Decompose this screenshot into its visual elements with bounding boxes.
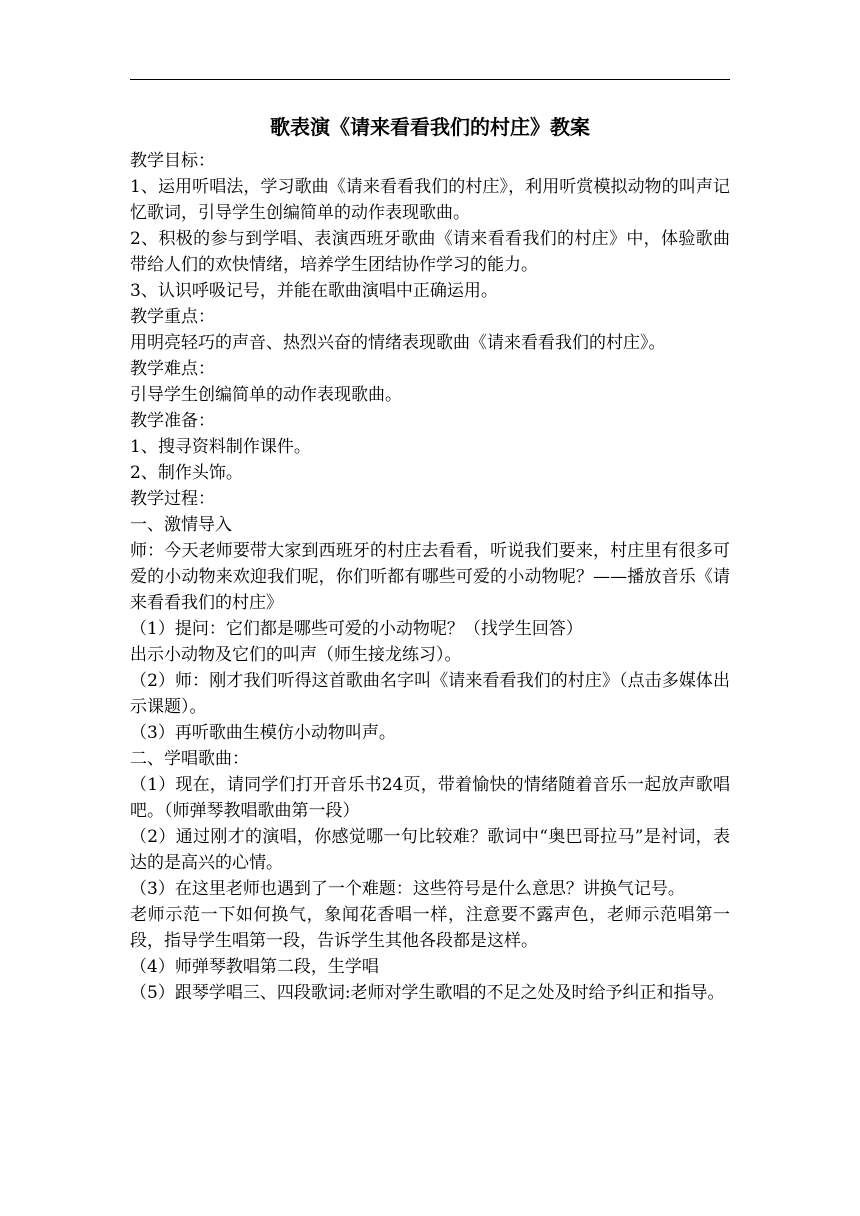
paragraph: 3、认识呼吸记号，并能在歌曲演唱中正确运用。 [130,281,498,301]
document-title: 歌表演《请来看看我们的村庄》教案 [270,115,590,139]
paragraph: （2）通过刚才的演唱，你感觉哪一句比较难？歌词中“奥巴哥拉马”是衬词，表达的是高兴的心情。 [130,827,730,873]
paragraph: 一、激情导入 [130,515,232,535]
paragraph: 教学目标： [130,151,215,171]
paragraph: 教学准备： [130,411,215,431]
paragraph: 2、积极的参与到学唱、表演西班牙歌曲《请来看看我们的村庄》中，体验歌曲带给人们的欢快情绪，培养学生团结协作学习的能力。 [130,229,730,275]
paragraph: （4）师弹琴教唱第二段，生学唱 [130,957,379,977]
paragraph: 出示小动物及它们的叫声（师生接龙练习）。 [130,645,462,665]
paragraph: 老师示范一下如何换气，象闻花香唱一样，注意要不露声色，老师示范唱第一段，指导学生唱第一段，告诉学生其他各段都是这样。 [130,905,730,951]
paragraph: 师：今天老师要带大家到西班牙的村庄去看看，听说我们要来，村庄里有很多可爱的小动物来欢迎我们呢，你们听都有哪些可爱的小动物呢？——播放音乐《请来看看我们的村庄》 [130,541,730,613]
paragraph: （5）跟琴学唱三、四段歌词:老师对学生歌唱的不足之处及时给予纠正和指导。 [130,983,725,1003]
paragraph: （2）师：刚才我们听得这首歌曲名字叫《请来看看我们的村庄》（点击多媒体出示课题）。 [130,671,730,717]
header-rule [130,79,730,80]
paragraph: 2、制作头饰。 [130,463,243,483]
paragraph: 二、学唱歌曲： [130,749,249,769]
paragraph: 1、搜寻资料制作课件。 [130,437,311,457]
paragraph: 教学难点： [130,359,215,379]
paragraph: （1）现在，请同学们打开音乐书24页，带着愉快的情绪随着音乐一起放声歌唱吧。（师弹琴教唱歌曲第一段） [130,775,730,821]
paragraph: 1、运用听唱法，学习歌曲《请来看看我们的村庄》，利用听赏模拟动物的叫声记忆歌词，引导学生创编简单的动作表现歌曲。 [130,177,730,223]
paragraph: 引导学生创编简单的动作表现歌曲。 [130,385,402,405]
paragraph: 教学过程： [130,489,215,509]
paragraph: 用明亮轻巧的声音、热烈兴奋的情绪表现歌曲《请来看看我们的村庄》。 [130,333,666,353]
paragraph: 教学重点： [130,307,215,327]
paragraph: （3）在这里老师也遇到了一个难题：这些符号是什么意思？讲换气记号。 [130,879,685,899]
document-body [130,148,730,1006]
paragraph: （3）再听歌曲生模仿小动物叫声。 [130,723,396,743]
paragraph: （1）提问：它们都是哪些可爱的小动物呢？（找学生回答） [130,619,583,639]
